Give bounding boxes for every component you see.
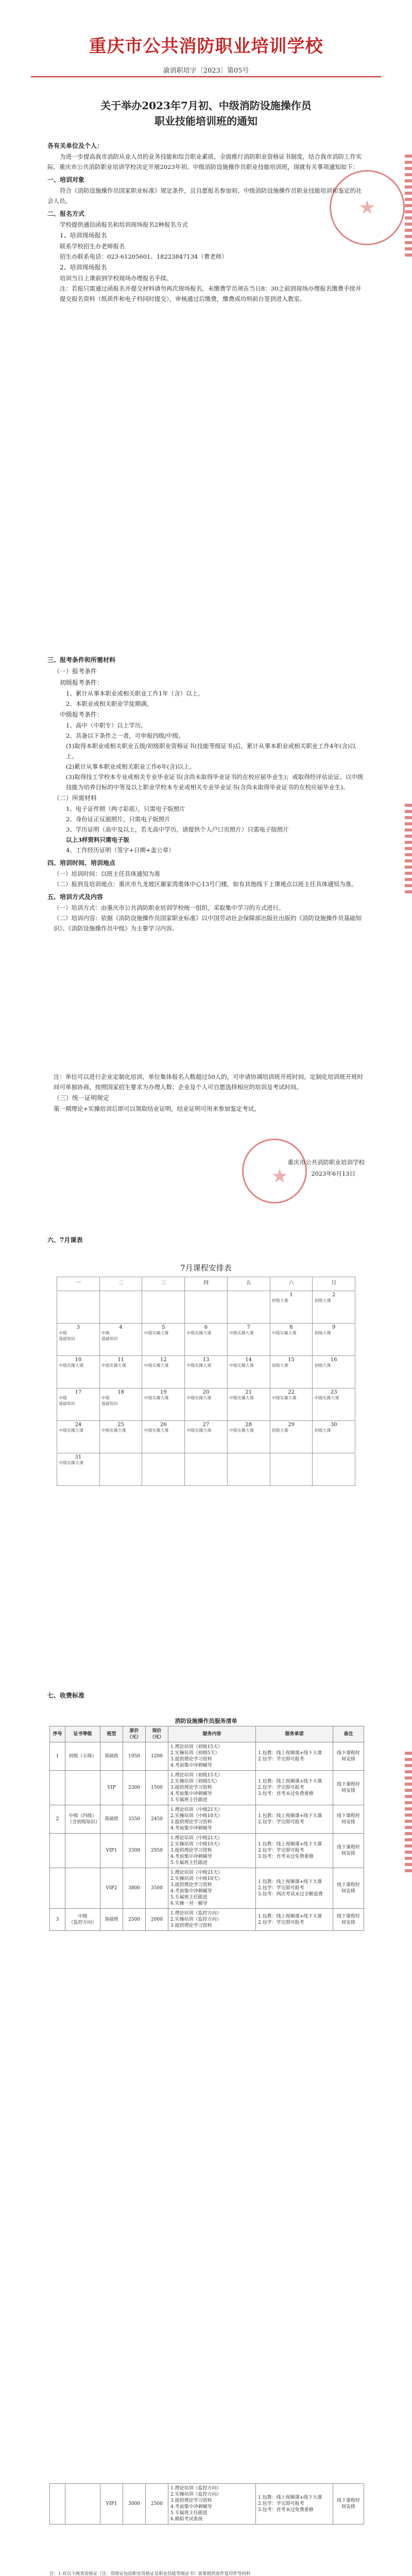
section-2-heading: 二、报名方式	[47, 210, 85, 217]
calendar-week-row	[57, 1356, 355, 1388]
calendar-week-row	[57, 1291, 355, 1324]
calendar-table	[57, 1277, 355, 1486]
greeting: 各有关单位及个人：	[47, 142, 104, 149]
material-4: 4、工作经历证明（签字+日期+盖公章）	[66, 846, 175, 854]
section-2-2-text: 培训当日上课前到学校现场办理报名手续。	[60, 275, 173, 282]
calendar-day-cell	[142, 1324, 185, 1356]
calendar-day-cell	[313, 1356, 355, 1388]
notice-page-1	[0, 0, 412, 623]
course-label: 中级实操大课	[101, 1428, 126, 1433]
calendar-day-cell	[99, 1324, 142, 1356]
course-label: 中级	[101, 1331, 110, 1335]
course-label: 中级实操大课	[59, 1363, 83, 1368]
fee-cell-note: 线下课程时间安排	[333, 1805, 364, 1834]
schedule-page	[0, 1231, 412, 1592]
section-3-2: （二）所需材料	[54, 794, 97, 802]
fee-cell-promise: 1.包教：线上视频课+线下大课 2.包学：学完即可报考	[256, 1742, 333, 1771]
course-label: 初级大课	[314, 1363, 331, 1368]
fee-cell-cls: 基础班	[100, 1909, 123, 1931]
section-1-heading: 一、培训对象	[47, 176, 85, 183]
day-number: 17	[75, 1389, 82, 1395]
notice-page-2	[0, 1061, 412, 1226]
day-number: 31	[75, 1454, 82, 1460]
day-number: 22	[288, 1389, 295, 1395]
calendar-day-cell	[57, 1291, 100, 1324]
fees-table	[49, 1726, 364, 1931]
fee-cell-orig: 2300	[123, 1771, 146, 1805]
section-2-1: 1、培训现场报名	[60, 232, 107, 239]
course-label: 中级实操大课	[186, 1363, 212, 1368]
calendar-day-cell	[270, 1291, 313, 1324]
mid-condition-2c: (3)取得技工学校本专业或相关专业毕业证书(含尚未取得毕业证书的在校应届毕业生)；或取得经评估论证、以中级技能为培养目标的中等及以上职业学校本专业或相关专业毕业证书(含尚未取得毕业证书的在校应届毕业生)。	[66, 773, 364, 791]
fee-cell-cls: VIP2	[100, 1868, 123, 1909]
fee-cell-cls: 基础班	[100, 1805, 123, 1834]
fee-cell-promise: 1.包教：线上视频课+线下大课 2.包学：学完即可报考 3.包考：首考未过免费重修	[256, 1834, 333, 1868]
fee-cell-promise: 1.包教：线上视频课+线下大课 2.包学：学完即可报考	[256, 1909, 333, 1931]
official-seal	[330, 170, 405, 245]
fee-cell-orig: 1950	[123, 1742, 146, 1771]
calendar-day-cell	[57, 1453, 100, 1486]
fee-cell-promise: 1.包教：线上视频课+线下大课 2.包学：学完即可报考 3.包考：首考未过免费重修	[256, 2484, 333, 2524]
schedule-section-title: 六、7月课表	[47, 1236, 83, 1244]
fees-page-2	[0, 2473, 412, 2576]
day-number: 5	[162, 1325, 165, 1330]
fee-cell-promise: 1.包教：线上视频课+线下大课 2.包学：学完即可报考 3.包考：首考未过免费重修	[256, 1771, 333, 1805]
fee-row	[50, 1742, 364, 1771]
day-number: 13	[202, 1357, 210, 1363]
course-label: 中级实操大课	[229, 1363, 254, 1368]
training-method: （一）培训方式：由重庆市公共消防职业培训学校统一组织，采取集中学习的方式进行。	[54, 904, 285, 911]
section-2-2: 2、培训现场报名	[60, 264, 107, 271]
mid-conditions-label: 中级报考条件：	[60, 711, 104, 718]
mid-condition-2b: (2)累计从事本职业或相关职业工作6年(含)以上。	[66, 763, 196, 770]
seal-edge	[405, 155, 412, 258]
section-5-heading: 五、培训方式及内容	[47, 893, 104, 901]
course-sublabel: 基础知识	[101, 1401, 118, 1406]
course-label: 初级大课	[314, 1428, 331, 1433]
day-number: 6	[204, 1325, 208, 1330]
fee-cell-level: 中级（四级） （含初级知识）	[65, 1805, 100, 1834]
course-label: 中级	[101, 1396, 110, 1400]
calendar-day-cell	[227, 1388, 270, 1421]
course-label: 初级小课	[314, 1331, 331, 1335]
fee-row	[50, 1771, 364, 1805]
calendar-day-cell	[313, 1291, 355, 1324]
calendar-day-cell	[142, 1421, 185, 1453]
fee-row	[50, 1909, 364, 1931]
fee-cell-promise: 1.包教：线上视频课+线下大课 2.包学：学完即可报考 3.包考：两次考试未过全额退费	[256, 1868, 333, 1909]
mid-condition-2a: (1)取得本职业或相关职业五级/初级职业资格证书(技能等级证书)后，累计从事本职业或相关职业工作4年(含)以上。	[66, 742, 356, 760]
day-number: 29	[288, 1422, 295, 1428]
fee-cell-promise: 1.包教：线上视频课+线下大课 2.包学：学完即可报考	[256, 1805, 333, 1834]
calendar-day-cell	[185, 1388, 228, 1421]
day-number: 9	[332, 1325, 336, 1330]
day-number: 7	[247, 1325, 250, 1330]
fee-cell-now: 2950	[146, 1834, 168, 1868]
fee-cell-note: 线下课程时间安排	[333, 1834, 364, 1868]
course-label: 中级	[59, 1396, 67, 1400]
calendar-day-cell	[99, 1356, 142, 1388]
fees-footnote-1: 注：1.有以下两类资格证（注：资格证包括职业资格证及职业技能等级证书）需要提供原件复印件等材料	[49, 2571, 251, 2576]
weekday-header: 三	[142, 1277, 185, 1291]
fee-column-header: 班型	[100, 1726, 123, 1742]
day-number: 26	[160, 1422, 167, 1428]
day-number: 8	[289, 1325, 293, 1330]
day-number: 16	[330, 1357, 337, 1363]
fee-cell-level	[65, 2484, 100, 2524]
calendar-day-cell	[142, 1291, 185, 1324]
fee-cell-orig: 3300	[123, 1834, 146, 1868]
fee-row	[50, 2484, 364, 2524]
fee-row	[50, 1834, 364, 1868]
weekday-header: 二	[99, 1277, 142, 1291]
fee-cell-level	[65, 1834, 100, 1868]
fees-page	[0, 1690, 412, 2401]
day-number: 4	[119, 1325, 123, 1330]
calendar-day-cell	[99, 1421, 142, 1453]
calendar-title: 7月课程安排表	[180, 1263, 232, 1273]
day-number: 3	[76, 1325, 80, 1330]
calendar-week-row	[57, 1453, 355, 1486]
calendar-day-cell	[142, 1453, 185, 1486]
weekday-header: 一	[57, 1277, 100, 1291]
calendar-day-cell	[57, 1324, 100, 1356]
material-3: 3、学历证明（高中及以上，若无高中学历，请提供个人户口页照片）只需电子版照片	[66, 826, 289, 833]
fee-cell-cls: VIP1	[100, 1834, 123, 1868]
intro-paragraph: 为进一步提高我市消防从业人员的业务技能和综合职业素质，全面推行消防职业资格证书制度，结合我市消防工作实际，重庆市公共消防职业培训学校决定开展2023年初、中级消防设施操作员职业技能培训班，现就有关事项通知如下：	[47, 153, 362, 171]
fee-cell-note: 线下课程时间安排	[333, 1742, 364, 1771]
fee-cell-content: 1.理论培训（初级15天） 2.实操培训（初级5天） 3.提供理论学习资料 4.考前集中冲刺辅导	[168, 1742, 256, 1771]
calendar-day-cell	[57, 1421, 100, 1453]
course-label: 初级大课	[314, 1298, 331, 1303]
calendar-week-row	[57, 1324, 355, 1356]
seal-edge-2	[405, 804, 412, 896]
day-number: 25	[117, 1422, 124, 1428]
fee-column-header: 服务内容	[168, 1726, 256, 1742]
section-3-heading: 三、报考条件和所需材料	[47, 656, 116, 664]
fee-cell-content: 1.理论培训（监控方向） 2.实操培训（监控方向） 3.提供理论学习资料 4.考前集中冲刺辅导 5.专属班主任跟进 6.模拟考试系统	[168, 2484, 256, 2524]
calendar-day-cell	[227, 1324, 270, 1356]
training-content: （二）培训内容：依据《消防设施操作员国家职业标准》以中国劳动社会保障部出版社出版的《消防设施操作员基础知识》、《消防设施操作员中级》为主要学习内容。	[54, 914, 362, 932]
fee-cell-level: 中级 （监控方向）	[65, 1909, 100, 1931]
calendar-week-row	[57, 1388, 355, 1421]
org-title: 重庆市公共消防职业培训学校	[89, 36, 323, 57]
fee-cell-now: 2450	[146, 1805, 168, 1834]
notice-page-1b	[0, 608, 412, 1030]
fees-table-continued	[49, 2483, 364, 2524]
mid-condition-1: 1、高中（中职专）以上学历。	[66, 722, 147, 729]
weekday-header: 五	[227, 1277, 270, 1291]
fee-column-header: 现价（元）	[146, 1726, 168, 1742]
calendar-day-cell	[313, 1324, 355, 1356]
fee-column-header: 服务承诺	[256, 1726, 333, 1742]
course-sublabel: 基础知识	[59, 1401, 75, 1406]
course-label: 中级实操大课	[186, 1331, 212, 1335]
day-number: 20	[202, 1389, 210, 1395]
day-number: 10	[75, 1357, 82, 1363]
material-1: 1、电子证件照（两寸彩底），只需电子版照片	[66, 805, 185, 812]
fee-row	[50, 1805, 364, 1834]
day-number: 15	[288, 1357, 295, 1363]
course-label: 初级大课	[271, 1428, 288, 1433]
course-label: 中级实操大课	[144, 1331, 169, 1335]
course-label: 初级大课	[271, 1298, 288, 1303]
fee-row	[50, 1868, 364, 1909]
day-number: 12	[160, 1357, 167, 1363]
calendar-day-cell	[313, 1421, 355, 1453]
fee-cell-now: 3500	[146, 1868, 168, 1909]
notice-title-line1: 关于举办2023年7月初、中级消防设施操作员	[100, 99, 312, 112]
section-2-1-text: 联系学校招生办老师报名	[60, 243, 125, 250]
course-label: 中级实操大课	[271, 1331, 297, 1335]
custom-training-note: 注：单位可以进行企业定制化培训，单位集体报名人数超过50人的，可申请协调培训班开班时间。定制化培训班开班时间可单独协商，按照国家招生要求为办理人数；企业及个人可自愿选择相应的培训及考试时间。	[54, 1073, 364, 1091]
fees-section-title: 七、收费标准	[47, 1692, 85, 1699]
fee-cell-content: 1.理论培训（中级21天） 2.实操培训（中级10天） 3.提供理论学习资料 4.考前集中冲刺辅导 5.专属班主任跟进 6.实操一对一辅导	[168, 1868, 256, 1909]
day-number: 2	[332, 1292, 336, 1298]
doc-number: 渝消职培字〔2023〕第05号	[163, 67, 249, 75]
day-number: 23	[330, 1389, 337, 1395]
junior-condition-2: 2、本职业或相关职业学徒期满。	[66, 700, 153, 707]
course-label: 中级实操大课	[101, 1363, 126, 1368]
fee-cell-no	[50, 1771, 65, 1805]
section-2-note: 注：若报只需通过函报名并提交材料请勿再次现场报名，未缴费学员须在当日8：30之前到现场办理报名缴费手续并提交报名资料（纸质件和电子档同时提交），审核通过后缴费，缴费成功则前台签到进入教室。	[60, 285, 362, 302]
calendar-day-cell	[270, 1388, 313, 1421]
day-number: 21	[245, 1389, 252, 1395]
weekday-header: 日	[313, 1277, 355, 1291]
calendar-day-cell	[227, 1291, 270, 1324]
fee-cell-note: 线下课程时间安排	[333, 1909, 364, 1931]
fee-cell-content: 1.理论培训（初级15天） 2.实操培训（初级5天） 3.提供理论学习资料 4.考前集中冲刺辅导 5.专属班主任跟进	[168, 1771, 256, 1805]
fee-cell-cls: VIP1	[100, 2484, 123, 2524]
course-label: 中级实操大课	[144, 1363, 169, 1368]
fee-cell-cls: VIP	[100, 1771, 123, 1805]
fee-cell-orig: 3800	[123, 1868, 146, 1909]
fee-cell-level	[65, 1868, 100, 1909]
calendar-day-cell	[270, 1356, 313, 1388]
training-time: （一）培训时间：以班主任具体通知为准	[54, 870, 160, 877]
section-2-1-phone: 招生办联系电话：023-61205601、18223847134（曹老师）	[60, 253, 228, 260]
day-number: 27	[202, 1422, 210, 1428]
seal-edge-3	[405, 1752, 412, 1875]
material-2: 2、身份证正反面照片，只需电子版照片	[66, 816, 170, 823]
calendar-day-cell	[57, 1388, 100, 1421]
calendar-day-cell	[99, 1291, 142, 1324]
material-note: 以上3样资料只需电子版	[66, 836, 130, 843]
course-label: 中级实操大课	[271, 1396, 297, 1400]
fee-cell-no: 1	[50, 1742, 65, 1771]
calendar-day-cell	[185, 1291, 228, 1324]
day-number: 11	[117, 1357, 124, 1363]
fee-cell-note: 线下课程时间安排	[333, 2484, 364, 2524]
calendar-day-cell	[185, 1324, 228, 1356]
fee-cell-content: 1.理论培训（监控方向） 2.实操培训（监控方向） 3.提供理论学习资料	[168, 1909, 256, 1931]
day-number: 30	[330, 1422, 337, 1428]
course-label: 中级实操大课	[186, 1428, 212, 1433]
fee-cell-no: 3	[50, 1909, 65, 1931]
calendar-day-cell	[270, 1453, 313, 1486]
course-label: 中级实操大课	[229, 1396, 254, 1400]
fee-cell-content: 1.理论培训（中级21天） 2.实操培训（中级10天） 3.提供理论学习资料 4.考前集中冲刺辅导	[168, 1805, 256, 1834]
calendar-day-cell	[270, 1421, 313, 1453]
section-5-3: （三）统一证明规定	[54, 1094, 110, 1101]
fee-cell-now: 1500	[146, 1771, 168, 1805]
fee-column-header: 证书等级	[65, 1726, 100, 1742]
fee-cell-note: 线下课程时间安排	[333, 1868, 364, 1909]
fee-cell-now: 1200	[146, 1742, 168, 1771]
calendar-day-cell	[313, 1388, 355, 1421]
course-sublabel: 基础知识	[101, 1336, 118, 1341]
fee-cell-content: 1.理论培训（中级21天） 2.实操培训（中级10天） 3.提供理论学习资料 4.考前集中冲刺辅导 5.专属班主任跟进	[168, 1834, 256, 1868]
day-number: 28	[245, 1422, 252, 1428]
fee-column-header: 原价（元）	[123, 1726, 146, 1742]
certificate-rule: 第一期理论+实操培训后即可以领取结业证明，结业证明可用来参加鉴定考试。	[54, 1105, 260, 1112]
day-number: 24	[75, 1422, 82, 1428]
fee-cell-level	[65, 1771, 100, 1805]
calendar-day-cell	[99, 1388, 142, 1421]
calendar-day-cell	[57, 1356, 100, 1388]
course-label: 中级实操大课	[314, 1396, 339, 1400]
calendar-day-cell	[185, 1453, 228, 1486]
section-3-1: （一）报考条件	[54, 668, 97, 675]
calendar-day-cell	[142, 1388, 185, 1421]
day-number: 1	[289, 1292, 293, 1298]
course-label: 中级实操大课	[59, 1428, 83, 1433]
section-4-heading: 四、培训时间、培训地点	[47, 859, 116, 867]
fee-cell-no	[50, 2484, 65, 2524]
training-location: （二）报到及培训地点：重庆市九龙坡区谢家湾奥体中心13号门楼，如有其他线下上课地点以班主任具体通知为准。	[54, 880, 357, 888]
section-1-text: 符合《消防设施操作员国家职业标准》规定条件，且自愿报名参加初、中级消防设施操作员职业技能培训和鉴定的社会人员。	[47, 187, 362, 205]
fee-cell-no	[50, 1834, 65, 1868]
calendar-day-cell	[227, 1356, 270, 1388]
fee-cell-no	[50, 1868, 65, 1909]
fee-cell-orig: 2500	[123, 1909, 146, 1931]
course-label: 中级	[59, 1331, 67, 1335]
calendar-day-cell	[270, 1324, 313, 1356]
fee-column-header: 备注	[333, 1726, 364, 1742]
fee-cell-note: 线下课程时间安排	[333, 1771, 364, 1805]
day-number: 18	[117, 1389, 124, 1395]
calendar-day-cell	[227, 1453, 270, 1486]
course-label: 中级实操大课	[144, 1428, 169, 1433]
calendar-day-cell	[227, 1421, 270, 1453]
course-label: 中级实操大课	[144, 1396, 169, 1400]
course-label: 中级实操大课	[229, 1331, 254, 1335]
fee-cell-no: 2	[50, 1805, 65, 1834]
fee-cell-orig: 3000	[123, 2484, 146, 2524]
day-number: 14	[245, 1357, 252, 1363]
course-label: 初级大课	[271, 1363, 288, 1368]
fee-cell-level: 初级（五级）	[65, 1742, 100, 1771]
fees-table-title: 消防设施操作员服务清单	[175, 1718, 237, 1724]
red-divider	[31, 76, 381, 77]
weekday-header: 四	[185, 1277, 228, 1291]
official-seal-2	[242, 1139, 307, 1204]
course-label: 中级实操大课	[186, 1396, 212, 1400]
day-number: 19	[160, 1389, 167, 1395]
signature-date: 2023年6月13日	[311, 1170, 355, 1177]
fee-cell-cls: 基础班	[100, 1742, 123, 1771]
fee-column-header: 序号	[50, 1726, 65, 1742]
calendar-day-cell	[185, 1356, 228, 1388]
calendar-day-cell	[99, 1453, 142, 1486]
fee-cell-orig: 3550	[123, 1805, 146, 1834]
calendar-day-cell	[142, 1356, 185, 1388]
calendar-day-cell	[313, 1453, 355, 1486]
section-2-text: 学校提供通信函报名和培训现场报名2种报名方式	[60, 221, 188, 228]
weekday-header: 六	[270, 1277, 313, 1291]
calendar-day-cell	[185, 1421, 228, 1453]
course-sublabel: 基础知识	[59, 1336, 75, 1341]
course-label: 中级实操大课	[59, 1461, 83, 1465]
signature-org: 重庆市公共消防职业培训学校	[287, 1159, 365, 1166]
course-label: 中级实操大课	[229, 1428, 254, 1433]
notice-title-line2: 职业技能培训班的通知	[154, 115, 258, 127]
junior-condition-1: 1、累计从事本职业或相关职业工作1年（含）以上。	[66, 690, 204, 697]
junior-conditions-label: 初级报考条件：	[60, 679, 104, 686]
calendar-week-row	[57, 1421, 355, 1453]
fee-cell-now: 2500	[146, 2484, 168, 2524]
fee-cell-now: 2000	[146, 1909, 168, 1931]
mid-condition-2: 2、具备以下条件之一者，可申报四级/中级。	[66, 732, 184, 739]
